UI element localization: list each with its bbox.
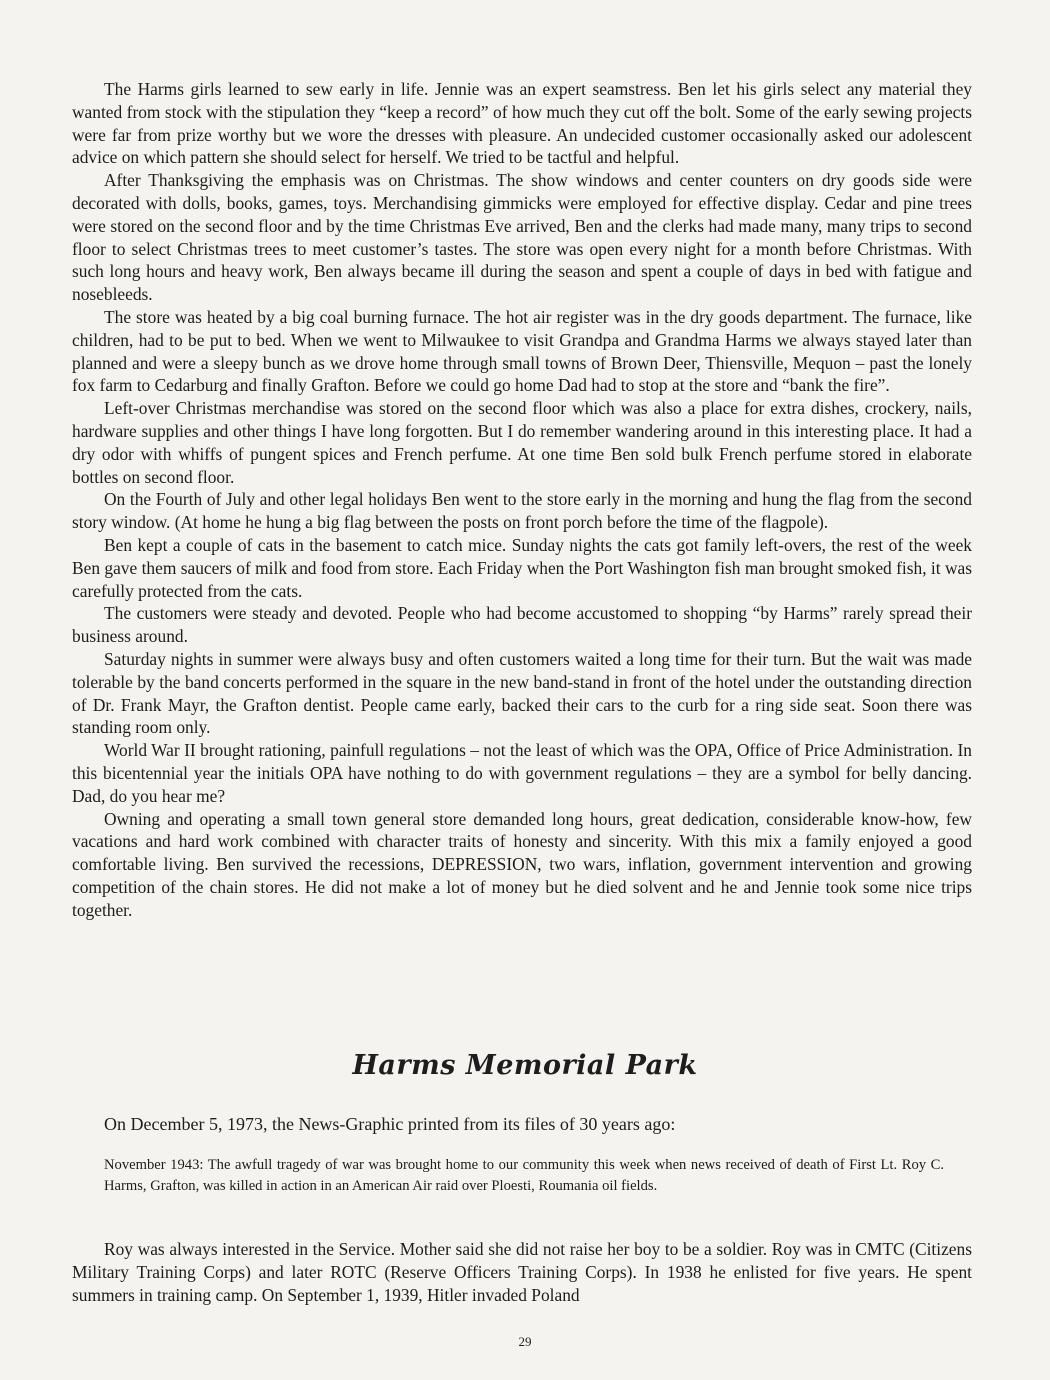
paragraph: World War II brought rationing, painfull regulations – not the least of which was the OPA, Office of Price Administration. In this bicentennial year the initials OPA have nothing to do with government regulations – they are a symbol for belly dancing. Dad, do you hear me? [72,740,972,806]
section-heading: Harms Memorial Park [352,1050,698,1081]
continued-text [72,1238,972,1307]
body-text [72,78,972,921]
intro-line: On December 5, 1973, the News-Graphic printed from its files of 30 years ago: [104,1114,676,1134]
paragraph: The Harms girls learned to sew early in life. Jennie was an expert seamstress. Ben let his girls select any material they wanted from stock with the stipulation they “keep a record” of how much they cut off the bolt. Some of the early sewing projects were far from prize worthy but we wore the dresses with pleasure. An undecided customer occasionally asked our adolescent advice on which pattern she should select for herself. We tried to be tactful and helpful. [72,79,972,168]
paragraph: Roy was always interested in the Service. Mother said she did not raise her boy to be a soldier. Roy was in CMTC (Citizens Military Training Corps) and later ROTC (Reserve Officers Training Corps). In 1938 he enlisted for five years. He spent summers in training camp. On September 1, 1939, Hitler invaded Poland [72,1239,972,1305]
paragraph: Owning and operating a small town general store demanded long hours, great dedication, considerable know-how, few vacations and hard work combined with character traits of honesty and sincerity. With this mix a family enjoyed a good comfortable living. Ben survived the recessions, DEPRESSION, two wars, inflation, government intervention and growing competition of the chain stores. He did not make a lot of money but he died solvent and he and Jennie took some nice trips together. [72,808,972,920]
page-number: 29 [518,1334,532,1349]
paragraph: After Thanksgiving the emphasis was on Christmas. The show windows and center counters on dry goods side were decorated with dolls, books, games, toys. Merchandising gimmicks were employed for effective display. Cedar and pine trees were stored on the second floor and by the time Christmas Eve arrived, Ben and the clerks had made many, many trips to second floor to select Christmas trees to meet customer’s tastes. The store was open every night for a month before Christmas. With such long hours and heavy work, Ben always became ill during the season and spent a couple of days in bed with fatigue and nosebleeds. [72,170,972,305]
paragraph: The store was heated by a big coal burning furnace. The hot air register was in the dry goods department. The furnace, like children, had to be put to bed. When we went to Milwaukee to visit Grandpa and Grandma Harms we always stayed later than planned and were a sleepy bunch as we drove home through small towns of Brown Deer, Thiensville, Mequon – past the lonely fox farm to Cedarburg and finally Grafton. Before we could go home Dad had to stop at the store and “bank the fire”. [72,306,972,396]
paragraph: Saturday nights in summer were always busy and often customers waited a long time for their turn. But the wait was made tolerable by the band concerts performed in the square in the new band-stand in front of the hotel under the outstanding direction of Dr. Frank Mayr, the Grafton dentist. People came early, backed their cars to the curb for a ring side seat. Soon there was standing room only. [72,648,972,738]
newspaper-quote: November 1943: The awfull tragedy of war was brought home to our community this week when news received of death of First Lt. Roy C. Harms, Grafton, was killed in action in an American Air raid over Ploesti, Roumania oil fields. [104,1157,944,1194]
paragraph: The customers were steady and devoted. People who had become accustomed to shopping “by Harms” rarely spread their business around. [72,603,972,647]
paragraph: Left-over Christmas merchandise was stored on the second floor which was also a place for extra dishes, crockery, nails, hardware supplies and other things I have long forgotten. But I do remember wandering around in this interesting place. It had a dry odor with whiffs of pungent spices and French perfume. At one time Ben sold bulk French perfume stored in elaborate bottles on second floor. [72,398,972,487]
paragraph: Ben kept a couple of cats in the basement to catch mice. Sunday nights the cats got family left-overs, the rest of the week Ben gave them saucers of milk and food from store. Each Friday when the Port Washington fish man brought smoked fish, it was carefully protected from the cats. [72,534,972,601]
paragraph: On the Fourth of July and other legal holidays Ben went to the store early in the morning and hung the flag from the second story window. (At home he hung a big flag between the posts on front porch before the time of the flagpole). [72,489,972,533]
